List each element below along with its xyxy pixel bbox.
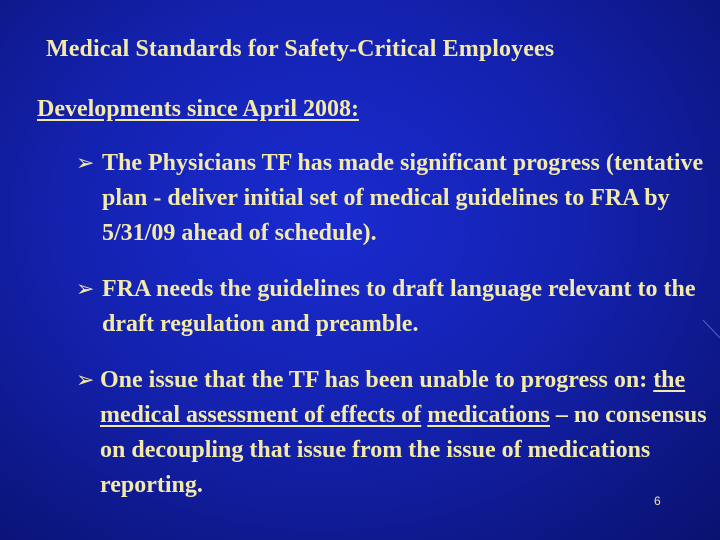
bullet-item-2 [76,272,716,342]
bullet-text-1: The Physicians TF has made significant progress (tentative plan - deliver initial set of medical guidelines to FRA by 5/31/09 ahead of schedule). [102,150,704,246]
arrowhead-bullet-icon: ➢ [76,368,95,393]
bullet-text-3 [96,363,716,503]
bullet-text-3-lead: One issue that the TF has been unable to progress on: [100,367,654,393]
arrowhead-bullet-icon: ➢ [76,151,95,176]
bullet-item-1 [76,146,716,251]
arrowhead-bullet-icon: ➢ [76,277,95,302]
page-number: 6 [654,494,661,508]
slide-subtitle: Developments since April 2008: [37,96,359,122]
bullet-list [76,146,716,503]
bullet-item-3 [76,363,716,503]
bullet-text-3-tail: – no consensus on decoupling that issue from the issue of medications reporting. [100,402,707,498]
bullet-text-3-underlined-2: medications [427,402,550,428]
slide-title: Medical Standards for Safety-Critical Employees [46,36,555,62]
bullet-text-2: FRA needs the guidelines to draft language relevant to the draft regulation and preamble. [102,276,696,337]
bullet-text-3-underlined-1: the medical assessment of effects of [100,367,686,428]
